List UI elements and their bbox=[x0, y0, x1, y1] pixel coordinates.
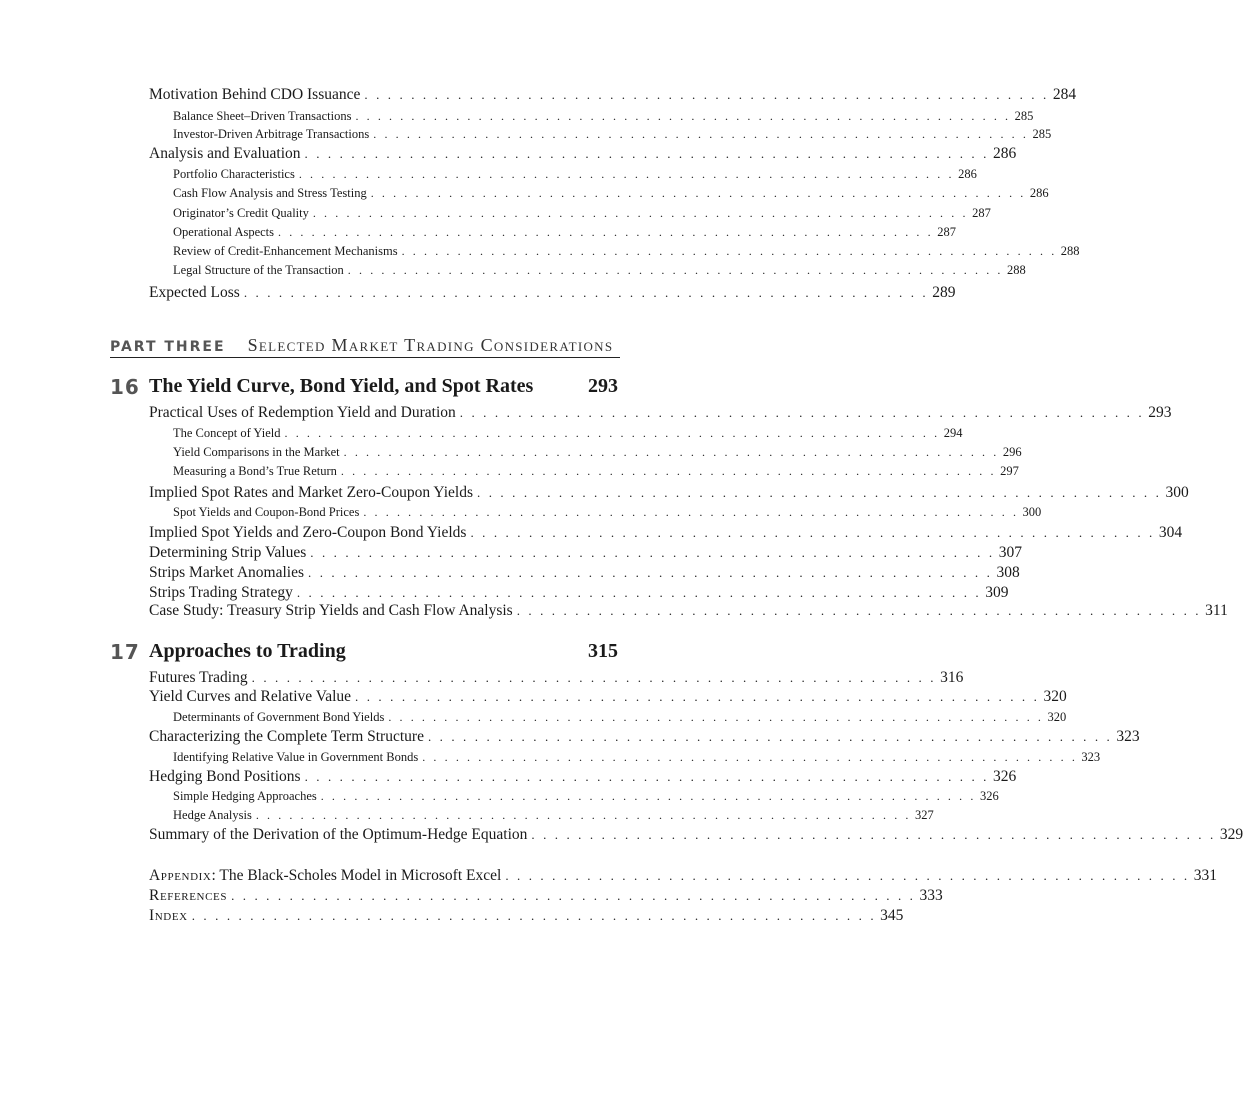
toc-entry-page: 307 bbox=[998, 544, 1022, 561]
toc-entry-page: 286 bbox=[992, 145, 1017, 162]
leader-dots: . . . . . . . . . . . . . . . . . . . . . . . . . . . . . . . . . . . . . . . . . . . . . . . . . . . . . . . . . . . bbox=[477, 485, 1162, 500]
toc-entry-title: Index bbox=[149, 907, 188, 924]
toc-entry-page: 316 bbox=[940, 669, 964, 686]
toc-entry bbox=[149, 404, 1172, 421]
toc-entry bbox=[149, 728, 1140, 745]
toc-entry bbox=[149, 768, 1017, 785]
leader-dots: . . . . . . . . . . . . . . . . . . . . . . . . . . . . . . . . . . . . . . . . . . . . . . . . . . . . . . . . . . . bbox=[459, 405, 1145, 420]
toc-entry bbox=[149, 145, 1017, 162]
toc-entry-title: Hedging Bond Positions bbox=[149, 768, 301, 785]
toc-entry-title: Spot Yields and Coupon-Bond Prices bbox=[173, 505, 360, 519]
toc-entry-title: Characterizing the Complete Term Structure bbox=[149, 728, 424, 745]
toc-entry bbox=[173, 127, 1052, 141]
toc-entry-page: 285 bbox=[1032, 127, 1052, 141]
leader-dots: . . . . . . . . . . . . . . . . . . . . . . . . . . . . . . . . . . . . . . . . . . . . . . . . . . . . . . . . . . . bbox=[531, 827, 1216, 842]
toc-entry bbox=[173, 808, 934, 822]
chapter-page: 293 bbox=[588, 375, 618, 397]
toc-entry bbox=[149, 564, 1020, 581]
chapter-number: 17 bbox=[110, 640, 140, 664]
leader-dots: . . . . . . . . . . . . . . . . . . . . . . . . . . . . . . . . . . . . . . . . . . . . . . . . . . . . . . . . . . . bbox=[304, 146, 989, 161]
toc-entry-page: 327 bbox=[915, 808, 934, 822]
leader-dots: . . . . . . . . . . . . . . . . . . . . . . . . . . . . . . . . . . . . . . . . . . . . . . . . . . . . . . . . . . . bbox=[343, 445, 999, 459]
toc-entry-title: Case Study: Treasury Strip Yields and Cash Flow Analysis bbox=[149, 602, 513, 619]
leader-dots: . . . . . . . . . . . . . . . . . . . . . . . . . . . . . . . . . . . . . . . . . . . . . . . . . . . . . . . . . . . bbox=[255, 808, 912, 822]
leader-dots: . . . . . . . . . . . . . . . . . . . . . . . . . . . . . . . . . . . . . . . . . . . . . . . . . . . . . . . . . . . bbox=[355, 689, 1040, 704]
toc-entry-title: Portfolio Characteristics bbox=[173, 167, 295, 181]
toc-entry bbox=[149, 86, 1077, 103]
chapter-heading bbox=[149, 375, 618, 398]
toc-entry bbox=[173, 263, 1026, 277]
toc-entry bbox=[149, 669, 964, 686]
leader-dots: . . . . . . . . . . . . . . . . . . . . . . . . . . . . . . . . . . . . . . . . . . . . . . . . . . . . . . . . . . . bbox=[422, 750, 1078, 764]
toc-entry-title: Operational Aspects bbox=[173, 225, 275, 239]
leader-dots: . . . . . . . . . . . . . . . . . . . . . . . . . . . . . . . . . . . . . . . . . . . . . . . . . . . . . . . . . . . bbox=[347, 263, 1003, 277]
chapter-title: The Yield Curve, Bond Yield, and Spot Rates bbox=[149, 375, 534, 397]
toc-entry-page: 294 bbox=[943, 426, 963, 440]
toc-entry bbox=[149, 584, 1009, 601]
toc-entry-page: 287 bbox=[937, 225, 956, 239]
toc-entry-title: Determining Strip Values bbox=[149, 544, 307, 561]
toc-entry-title: Implied Spot Rates and Market Zero-Coupon Yields bbox=[149, 484, 474, 501]
toc-entry-title: Cash Flow Analysis and Stress Testing bbox=[173, 186, 367, 200]
toc-entry-page: 286 bbox=[1029, 186, 1049, 200]
toc-entry bbox=[149, 544, 1022, 561]
toc-entry-title: Analysis and Evaluation bbox=[149, 145, 301, 162]
toc-entry bbox=[149, 602, 1228, 619]
toc-entry-page: 308 bbox=[996, 564, 1020, 581]
toc-entry bbox=[149, 826, 1243, 843]
leader-dots: . . . . . . . . . . . . . . . . . . . . . . . . . . . . . . . . . . . . . . . . . . . . . . . . . . . . . . . . . . . bbox=[312, 206, 969, 220]
toc-entry-page: 311 bbox=[1205, 602, 1228, 619]
toc-entry-page: 284 bbox=[1052, 86, 1077, 103]
leader-dots: . . . . . . . . . . . . . . . . . . . . . . . . . . . . . . . . . . . . . . . . . . . . . . . . . . . . . . . . . . . bbox=[505, 868, 1190, 883]
leader-dots: . . . . . . . . . . . . . . . . . . . . . . . . . . . . . . . . . . . . . . . . . . . . . . . . . . . . . . . . . . . bbox=[427, 729, 1113, 744]
toc-entry bbox=[149, 284, 956, 301]
toc-entry-page: 323 bbox=[1081, 750, 1101, 764]
toc-entry-page: 320 bbox=[1043, 688, 1067, 705]
toc-entry bbox=[173, 464, 1019, 478]
toc-entry-appendix bbox=[149, 867, 1218, 884]
toc-entry bbox=[173, 505, 1042, 519]
toc-entry-page: 300 bbox=[1165, 484, 1189, 501]
leader-dots: . . . . . . . . . . . . . . . . . . . . . . . . . . . . . . . . . . . . . . . . . . . . . . . . . . . . . . . . . . . bbox=[355, 109, 1011, 123]
toc-entry-page: 320 bbox=[1047, 710, 1067, 724]
toc-entry bbox=[173, 244, 1080, 258]
toc-entry-title: Review of Credit-Enhancement Mechanisms bbox=[173, 244, 398, 258]
toc-entry-page: 288 bbox=[1007, 263, 1026, 277]
leader-dots: . . . . . . . . . . . . . . . . . . . . . . . . . . . . . . . . . . . . . . . . . . . . . . . . . . . . . . . . . . . bbox=[278, 225, 934, 239]
toc-entry-page: 309 bbox=[985, 584, 1009, 601]
leader-dots: . . . . . . . . . . . . . . . . . . . . . . . . . . . . . . . . . . . . . . . . . . . . . . . . . . . . . . . . . . . bbox=[363, 505, 1019, 519]
leader-dots: . . . . . . . . . . . . . . . . . . . . . . . . . . . . . . . . . . . . . . . . . . . . . . . . . . . . . . . . . . . bbox=[243, 285, 929, 300]
toc-entry-title: Summary of the Derivation of the Optimum-Hedge Equation bbox=[149, 826, 528, 843]
chapter-title: Approaches to Trading bbox=[149, 640, 346, 662]
toc-entry bbox=[173, 225, 956, 239]
toc-entry-page: 286 bbox=[958, 167, 977, 181]
chapter-page: 315 bbox=[588, 640, 618, 662]
part-heading bbox=[110, 335, 620, 358]
toc-entry-page: 289 bbox=[932, 284, 956, 301]
leader-dots: . . . . . . . . . . . . . . . . . . . . . . . . . . . . . . . . . . . . . . . . . . . . . . . . . . . . . . . . . . . bbox=[340, 464, 997, 478]
toc-entry-page: 304 bbox=[1158, 524, 1183, 541]
toc-entry bbox=[173, 426, 963, 440]
part-title: Selected Market Trading Considerations bbox=[247, 335, 614, 355]
toc-entry bbox=[149, 484, 1189, 501]
toc-entry-title: Simple Hedging Approaches bbox=[173, 789, 317, 803]
toc-entry-title: Determinants of Government Bond Yields bbox=[173, 710, 385, 724]
toc-entry-references bbox=[149, 887, 943, 904]
leader-dots: . . . . . . . . . . . . . . . . . . . . . . . . . . . . . . . . . . . . . . . . . . . . . . . . . . . . . . . . . . . bbox=[388, 710, 1044, 724]
appendix-title: : The Black-Scholes Model in Microsoft Excel bbox=[211, 867, 502, 884]
toc-entry-title bbox=[149, 868, 501, 884]
toc-entry-title: Hedge Analysis bbox=[173, 808, 252, 822]
leader-dots: . . . . . . . . . . . . . . . . . . . . . . . . . . . . . . . . . . . . . . . . . . . . . . . . . . . . . . . . . . . bbox=[191, 908, 877, 923]
leader-dots: . . . . . . . . . . . . . . . . . . . . . . . . . . . . . . . . . . . . . . . . . . . . . . . . . . . . . . . . . . . bbox=[470, 525, 1155, 540]
toc-entry-page: 296 bbox=[1002, 445, 1022, 459]
toc-entry-page: 297 bbox=[1000, 464, 1019, 478]
toc-entry-page: 331 bbox=[1193, 867, 1218, 884]
toc-entry bbox=[173, 186, 1049, 200]
toc-entry-page: 326 bbox=[979, 789, 999, 803]
appendix-label: Appendix bbox=[149, 867, 212, 884]
toc-entry-page: 288 bbox=[1060, 244, 1080, 258]
part-label: PART THREE bbox=[110, 339, 226, 355]
toc-entry-title: Practical Uses of Redemption Yield and Duration bbox=[149, 404, 456, 421]
toc-entry-page: 293 bbox=[1148, 404, 1172, 421]
leader-dots: . . . . . . . . . . . . . . . . . . . . . . . . . . . . . . . . . . . . . . . . . . . . . . . . . . . . . . . . . . . bbox=[373, 127, 1029, 141]
toc-entry bbox=[149, 688, 1067, 705]
toc-entry-title: Motivation Behind CDO Issuance bbox=[149, 86, 361, 103]
leader-dots: . . . . . . . . . . . . . . . . . . . . . . . . . . . . . . . . . . . . . . . . . . . . . . . . . . . . . . . . . . . bbox=[296, 585, 982, 600]
toc-entry-title: Strips Market Anomalies bbox=[149, 564, 304, 581]
toc-entry-title: Futures Trading bbox=[149, 669, 248, 686]
toc-entry bbox=[173, 167, 977, 181]
toc-entry-page: 329 bbox=[1219, 826, 1243, 843]
toc-entry-title: Implied Spot Yields and Zero-Coupon Bond Yields bbox=[149, 524, 467, 541]
toc-entry bbox=[149, 524, 1183, 541]
toc-entry bbox=[173, 750, 1101, 764]
leader-dots: . . . . . . . . . . . . . . . . . . . . . . . . . . . . . . . . . . . . . . . . . . . . . . . . . . . . . . . . . . . bbox=[308, 565, 993, 580]
toc-entry-title: Measuring a Bond’s True Return bbox=[173, 464, 337, 478]
toc-entry bbox=[173, 109, 1034, 123]
toc-entry-page: 326 bbox=[993, 768, 1017, 785]
leader-dots: . . . . . . . . . . . . . . . . . . . . . . . . . . . . . . . . . . . . . . . . . . . . . . . . . . . . . . . . . . . bbox=[304, 769, 990, 784]
leader-dots: . . . . . . . . . . . . . . . . . . . . . . . . . . . . . . . . . . . . . . . . . . . . . . . . . . . . . . . . . . . bbox=[516, 603, 1202, 618]
leader-dots: . . . . . . . . . . . . . . . . . . . . . . . . . . . . . . . . . . . . . . . . . . . . . . . . . . . . . . . . . . . bbox=[364, 87, 1049, 102]
toc-entry-title: Yield Comparisons in the Market bbox=[173, 445, 340, 459]
leader-dots: . . . . . . . . . . . . . . . . . . . . . . . . . . . . . . . . . . . . . . . . . . . . . . . . . . . . . . . . . . . bbox=[401, 244, 1057, 258]
toc-entry bbox=[173, 445, 1022, 459]
toc-entry-page: 300 bbox=[1022, 505, 1042, 519]
chapter-heading bbox=[149, 640, 618, 663]
toc-entry-title: Yield Curves and Relative Value bbox=[149, 688, 352, 705]
toc-entry-title: Expected Loss bbox=[149, 284, 240, 301]
toc-entry-page: 285 bbox=[1014, 109, 1034, 123]
toc-entry-title: Originator’s Credit Quality bbox=[173, 206, 309, 220]
toc-entry-title: Investor-Driven Arbitrage Transactions bbox=[173, 127, 370, 141]
leader-dots: . . . . . . . . . . . . . . . . . . . . . . . . . . . . . . . . . . . . . . . . . . . . . . . . . . . . . . . . . . . bbox=[231, 888, 916, 903]
toc-entry-title: The Concept of Yield bbox=[173, 426, 281, 440]
toc-entry-title: References bbox=[149, 887, 228, 904]
toc-entry bbox=[173, 206, 991, 220]
chapter-number: 16 bbox=[110, 375, 140, 399]
toc-entry-page: 333 bbox=[919, 887, 943, 904]
leader-dots: . . . . . . . . . . . . . . . . . . . . . . . . . . . . . . . . . . . . . . . . . . . . . . . . . . . . . . . . . . . bbox=[320, 789, 976, 803]
toc-entry-title: Legal Structure of the Transaction bbox=[173, 263, 344, 277]
toc-entry-title: Balance Sheet–Driven Transactions bbox=[173, 109, 352, 123]
leader-dots: . . . . . . . . . . . . . . . . . . . . . . . . . . . . . . . . . . . . . . . . . . . . . . . . . . . . . . . . . . . bbox=[310, 545, 995, 560]
leader-dots: . . . . . . . . . . . . . . . . . . . . . . . . . . . . . . . . . . . . . . . . . . . . . . . . . . . . . . . . . . . bbox=[298, 167, 955, 181]
leader-dots: . . . . . . . . . . . . . . . . . . . . . . . . . . . . . . . . . . . . . . . . . . . . . . . . . . . . . . . . . . . bbox=[284, 426, 940, 440]
toc-entry-title: Identifying Relative Value in Government Bonds bbox=[173, 750, 419, 764]
toc-entry bbox=[173, 710, 1067, 724]
toc-entry-page: 287 bbox=[972, 206, 991, 220]
toc-entry-title: Strips Trading Strategy bbox=[149, 584, 293, 601]
toc-entry-page: 323 bbox=[1116, 728, 1140, 745]
leader-dots: . . . . . . . . . . . . . . . . . . . . . . . . . . . . . . . . . . . . . . . . . . . . . . . . . . . . . . . . . . . bbox=[370, 186, 1026, 200]
leader-dots: . . . . . . . . . . . . . . . . . . . . . . . . . . . . . . . . . . . . . . . . . . . . . . . . . . . . . . . . . . . bbox=[251, 670, 937, 685]
toc-entry bbox=[173, 789, 999, 803]
toc-entry-page: 345 bbox=[880, 907, 904, 924]
toc-entry-index bbox=[149, 907, 904, 924]
